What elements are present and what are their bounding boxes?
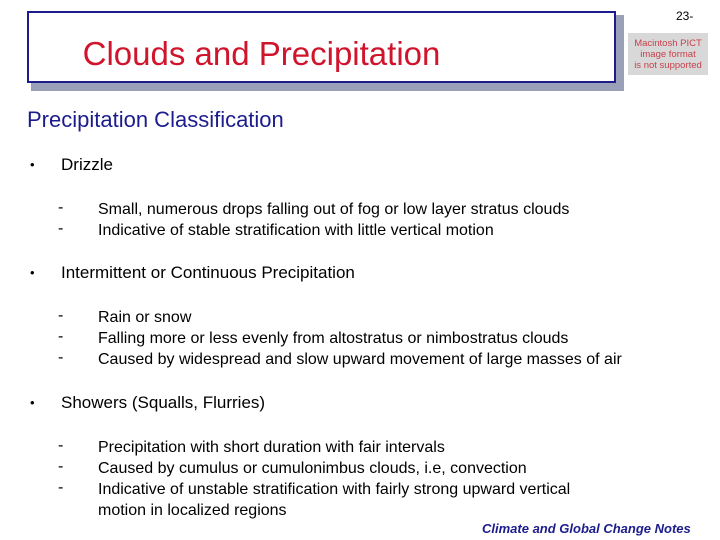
list-item: Caused by widespread and slow upward movement of large masses of air <box>98 351 622 368</box>
bullet-label-showers: Showers (Squalls, Flurries) <box>61 393 266 412</box>
dash-icon: - <box>58 199 64 216</box>
footer-note: Climate and Global Change Notes <box>482 521 691 536</box>
list-item: Indicative of unstable stratification with fairly strong upward vertical <box>98 481 571 498</box>
dash-icon: - <box>58 349 64 366</box>
bullet-label-drizzle: Drizzle <box>61 155 113 174</box>
list-item: Indicative of stable stratification with little vertical motion <box>98 222 494 239</box>
title-box <box>27 11 616 83</box>
slide-title: Clouds and Precipitation <box>82 35 441 72</box>
dash-icon: - <box>58 220 64 237</box>
dash-icon: - <box>58 437 64 454</box>
list-item: Falling more or less evenly from altostratus or nimbostratus clouds <box>98 330 569 347</box>
image-placeholder-line1: Macintosh PICT <box>634 38 702 49</box>
section-heading: Precipitation Classification <box>27 107 284 132</box>
dash-icon: - <box>58 328 64 345</box>
image-placeholder-line3: is not supported <box>634 60 702 71</box>
page-number: 23- <box>676 9 694 23</box>
image-placeholder <box>628 33 708 75</box>
dash-icon: - <box>58 458 64 475</box>
bullet-icon: • <box>30 395 35 410</box>
image-placeholder-line2: image format <box>640 49 696 60</box>
bullet-label-continuous: Intermittent or Continuous Precipitation <box>61 263 355 282</box>
bullet-icon: • <box>30 265 35 280</box>
bullet-icon: • <box>30 157 35 172</box>
list-item: Precipitation with short duration with fair intervals <box>98 439 445 456</box>
dash-icon: - <box>58 307 64 324</box>
list-item: Small, numerous drops falling out of fog or low layer stratus clouds <box>98 201 570 218</box>
list-item: Rain or snow <box>98 309 192 326</box>
list-item: Caused by cumulus or cumulonimbus clouds, i.e, convection <box>98 460 527 477</box>
list-item: motion in localized regions <box>98 502 287 519</box>
dash-icon: - <box>58 479 64 496</box>
